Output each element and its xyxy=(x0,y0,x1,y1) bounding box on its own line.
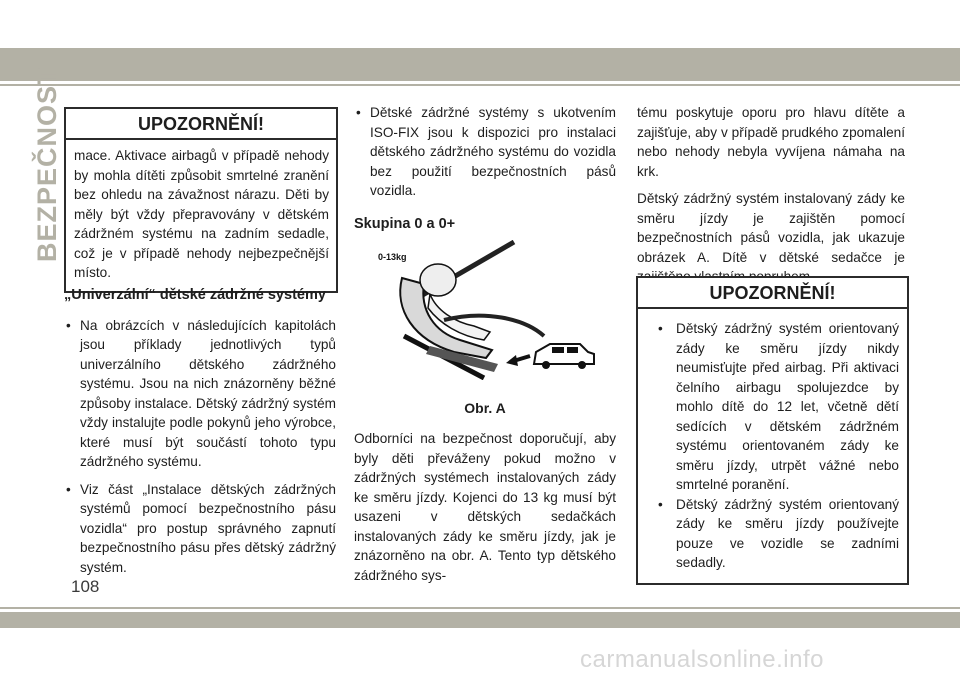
body-paragraph: tému poskytuje oporu pro hlavu dítěte a zajišťuje, aby v případě prudkého zpomalení nebo nehody nebyla vyvíjena námaha na krk. xyxy=(637,105,905,179)
list-item: • Dětský zádržný systém orientovaný zády ke směru jízdy používejte pouze ve vozidle se zadními sedadly. xyxy=(648,495,899,573)
column-middle xyxy=(354,103,616,244)
bullet-list xyxy=(64,316,336,578)
warning-title: UPOZORNĚNÍ! xyxy=(638,278,907,309)
page-number: 108 xyxy=(71,577,100,596)
bullet-list xyxy=(648,319,899,573)
list-item: • Na obrázcích v následujících kapitolách jsou příklady jednotlivých typů univerzálního dětského zádržného systému. Jsou na nich znázorněny běžné způsoby instalace. Dětský zádržný systém vždy instalujte podle pokynů jeho výrobce, které musí být součástí tohoto typu zádržného systému. xyxy=(64,316,336,472)
list-item: • Dětské zádržné systémy s ukotvením ISO-FIX jsou k dispozici pro instalaci dětského zádržného systému do vozidla bez použití bezpečnostních pásů vozidla. xyxy=(354,103,616,201)
warning-body: mace. Aktivace airbagů v případě nehody by mohla dítěti způsobit smrtelné zranění bez ohledu na závažnost nárazu. Děti by měly být vždy přepravovány v dětském zádržném systému na zadním sedadle, což je v případě nehody nejbezpečnější místo. xyxy=(74,148,329,280)
warning-box-2 xyxy=(636,276,909,585)
section-heading-group: Skupina 0 a 0+ xyxy=(354,215,456,232)
section-heading-universal: „Univerzální“ dětské zádržné systémy xyxy=(64,287,326,303)
figure-caption: Obr. A xyxy=(464,400,506,416)
footer-band xyxy=(0,612,960,628)
header-band xyxy=(0,48,960,81)
list-item: • Viz část „Instalace dětských zádržných systémů pomocí bezpečnostního pásu vozidla“ pro postup správného zapnutí bezpečnostního pásu přes dětský zádržný systém. xyxy=(64,480,336,578)
column-left xyxy=(64,286,336,585)
body-paragraph: Odborníci na bezpečnost doporučují, aby byly děti převáženy pokud možno v zádržných systémech instalovaných zády ke směru jízdy. Kojenci do 13 kg musí být usazeni v dětských sedačkách instalovaných zády ke směru jízdy, jak je znázorněno na obr. A. Tento typ dětského zádržného sys- xyxy=(354,431,616,583)
arrow-head xyxy=(506,355,518,366)
warning-box-1 xyxy=(64,107,338,293)
figure-weight-label: 0-13kg xyxy=(378,252,407,262)
column-right xyxy=(637,103,905,295)
child-seat-illustration xyxy=(374,240,600,380)
header-rule xyxy=(0,84,960,86)
list-item: • Dětský zádržný systém orientovaný zády ke směru jízdy nikdy neumisťujte před airbag. Při aktivaci čelního airbagu spolujezdce by mohlo dítě do 12 let, včetně dětí sedících v dětském zádržném systému orientovaném zády ke směru jízdy, utrpět vážné nebo smrtelné poranění. xyxy=(648,319,899,495)
body-paragraph: Dětský zádržný systém instalovaný zády ke směru jízdy je zajištěn pomocí bezpečnostních pásů vozidla, jak ukazuje obrázek A. Dítě v dětské sedačce je xyxy=(637,191,905,265)
bullet-list xyxy=(354,103,616,201)
watermark: carmanualsonline.info xyxy=(580,646,824,673)
footer-rule xyxy=(0,607,960,609)
warning-body xyxy=(638,309,907,583)
car-icon xyxy=(534,344,594,369)
section-label: BEZPEČNOST xyxy=(32,67,62,262)
warning-title: UPOZORNĚNÍ! xyxy=(66,109,336,140)
baby-head xyxy=(420,264,456,296)
